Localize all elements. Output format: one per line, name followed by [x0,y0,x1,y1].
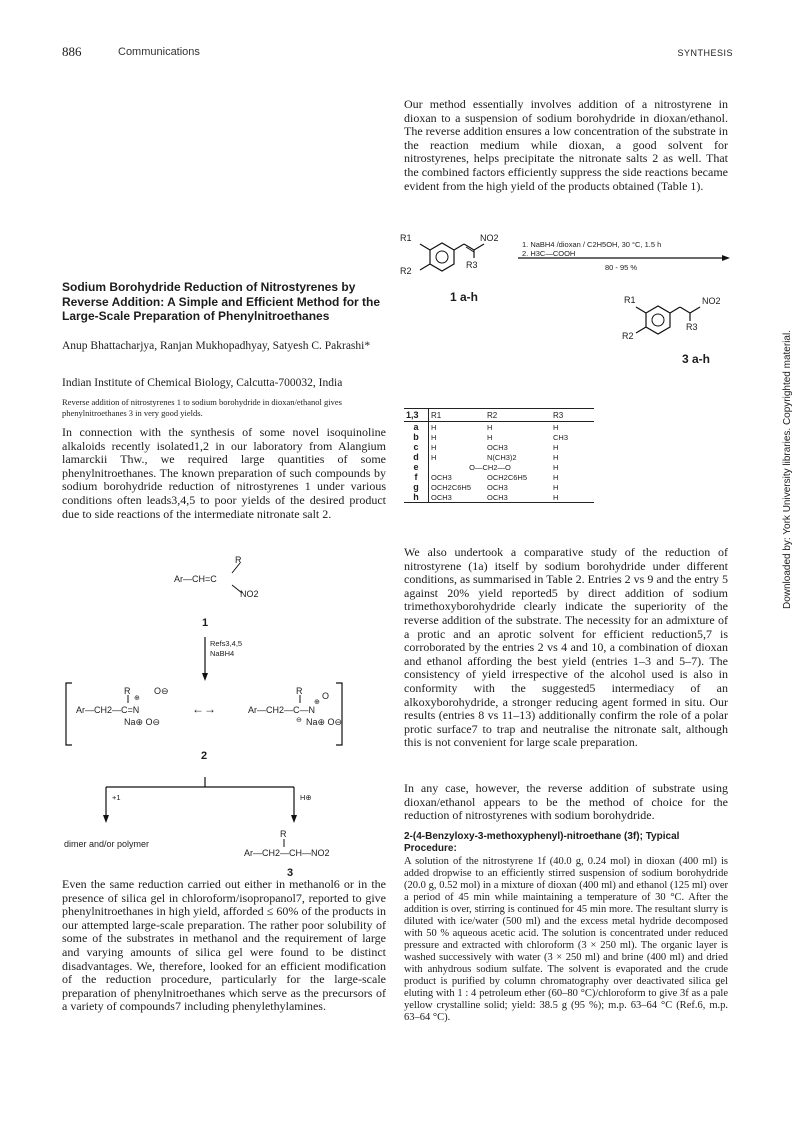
table-cell: b [404,432,429,442]
table-cell: CH3 [553,432,569,442]
resonance-left-r: R [124,686,131,696]
condition-step-1: 1. NaBH4 /dioxan / C2H5OH, 30 °C, 1.5 h [522,240,662,249]
table-cell: a [404,422,429,433]
compound-3-label: 3 a-h [682,352,711,366]
table-cell: OCH2C6H5 [431,482,472,492]
benzene-ring-start [430,243,454,271]
table-cell: OCH3 [487,482,508,492]
reaction-scheme-right [400,228,740,368]
article-title: Sodium Borohydride Reduction of Nitrostyrenes by Reverse Addition: A Simple and Efficient Method for the Large-Scale Preparation of Phenylnitroethanes [62,280,381,323]
resonance-left-na: Na⊕ O⊖ [124,717,161,727]
conclusion-paragraph: In any case, however, the reverse addition of substrate using dioxan/ethanol appears to be the method of choice for the reduction of nitrostyrenes with sodium borohydride. [404,781,728,823]
intro-right-paragraph: Our method essentially involves addition of a nitrostyrene in dioxan to a suspension of sodium borohydride in dioxan/ethanol. The reverse addition ensures a low concentration of the substrate in the reaction medium while dioxan, a good solvent for nitrostyrenes, helps precipitate the nitronate salts 2 as well. That the combined factors efficiently suppress the side reactions became evident from the high yield of the products obtained (Table 1). [404,97,728,193]
resonance-right-o: O [322,691,330,701]
no2-label: NO2 [480,233,499,243]
substituent-table [404,408,594,503]
product-r3-label: R3 [686,322,698,332]
resonance-right-r: R [296,686,303,696]
table-cell: H [431,422,437,432]
table-cell: H [487,432,493,442]
compound-2-label: 2 [201,750,208,762]
comparative-study-paragraph: We also undertook a comparative study of the reduction of nitrostyrene (1a) itself by sodium borohydride under different conditions, as summarised in Table 2. Entries 2 vs 9 and the entry 5 against 20% yield reported5 by direct addition of sodium trimethoxyborohydride clearly indicate the superiority of the reverse addition of the substrate. The necessity for an admixture of a protic and an aprotic solvent for efficient reduction5,7 is corroborated by the entries 2 vs 4 and 10, a combination of dioxan and ethanol affording the best yield (entries 1–3 and 5–7). The consistency of yield irrespective of the alcohol used is also in conformity with the suggested5 intermediacy of an alkoxyborohydride, a stronger reducing agent formed in situ. Our results (entries 8 vs 11–13) additionally confirm the role of a polar protic surface7 to trap and neutralise the nitronate salt, although this is not convenient for large scale preparation. [404,545,728,750]
table-cell: OCH3 [487,492,508,502]
condition-step-2: 2. H3C—COOH [522,249,576,258]
table-cell: d [404,452,429,462]
table-row [404,472,594,482]
table-cell: OCH3 [487,442,508,452]
page-number: 886 [62,44,82,59]
table-cell: H [431,432,437,442]
table-cell: f [404,472,429,482]
table-header-row [404,409,594,422]
resonance-right-plus: ⊕ [314,699,320,706]
article-authors: Anup Bhattacharjya, Ranjan Mukhopadhyay, Satyesh C. Pakrashi* [62,340,371,352]
section-name: Communications [118,46,200,58]
download-watermark: Downloaded by: York University libraries. Copyrighted material. [782,330,793,610]
col-header-r3: R3 [551,409,594,422]
table-row [404,482,594,492]
table-cell: O—CH2—O [469,462,511,472]
resonance-left-formula: Ar—CH2—C=N [76,705,140,715]
r2-label: R2 [400,266,412,276]
table-row [404,492,594,503]
product-r1-label: R1 [624,295,636,305]
compound-1-left: 1 [202,617,209,629]
procedure-text: A solution of the nitrostyrene 1f (40.0 g, 0.24 mol) in dioxan (400 ml) is added dropwise to an efficiently stirred suspension of sodium borohydride (20.0 g, 0.52 mol) in a mixture of dioxan (400 ml) and ethanol (125 ml) over a period of 45 min while maintaining a temperature of 30 °C. After the addition is over, stirring is continued for 45 min more. The resultant slurry is diluted with ice/water (500 ml) and the excess metal hydride decomposed with 50 % aqueous acetic acid. The solution is concentrated under reduced pressure and extracted with chloroform (3 × 250 ml). The organic layer is washed successively with water (3 × 250 ml) and brine (400 ml) and dried with anhydrous sodium sulfate. The solvent is evaporated and the crude product is purified by column chromatography over deactivated silica gel eluting with 1 : 4 petroleum ether (60–80 °C)/chloroform to give 3f as a pale yellow crystalline solid; yield: 38.5 g (95 %); m.p. 63–64 °C (Ref.6, m.p. 63–64 °C). [404,856,728,1023]
col-header-r1: R1 [429,409,486,422]
compound-3-left: 3 [287,867,294,879]
reaction-scheme-left [62,555,384,858]
table-cell: H [553,462,559,472]
table-cell: OCH3 [431,472,452,482]
resonance-right-minus: ⊖ [296,717,302,724]
product-r2-label: R2 [622,331,634,341]
resonance-arrow: ←→ [192,702,216,716]
table-cell: OCH2C6H5 [487,472,528,482]
table-cell: h [404,492,429,503]
r1-label: R1 [400,233,412,243]
resonance-right-na: Na⊕ O⊖ [306,717,343,727]
table-cell: OCH3 [431,492,452,502]
table-cell: H [431,442,437,452]
article-abstract: Reverse addition of nitrostyrenes 1 to sodium borohydride in dioxan/ethanol gives phenylnitroethanes 3 in very good yields. [62,397,342,418]
table-cell: g [404,482,429,492]
benzene-ring-product [646,306,670,334]
table-cell: H [553,422,559,432]
col-header-compound: 1,3 [404,409,429,422]
product-no2-label: NO2 [702,296,721,306]
r3-label: R3 [466,260,478,270]
product-r-label: R [280,829,287,839]
compound-1-label: 1 a-h [450,290,479,304]
table-row [404,462,594,472]
resonance-left-o: O⊖ [154,686,169,696]
table-cell: H [553,472,559,482]
yield-range: 80 - 95 % [605,263,638,272]
r-label: R [235,555,242,565]
h-plus-label: H⊕ [300,793,312,802]
table-cell: H [553,452,559,462]
bracket-right [336,683,342,745]
journal-name: SYNTHESIS [677,48,733,58]
no2-label-left: NO2 [240,589,259,599]
table-cell: H [553,492,559,502]
dimer-label: dimer and/or polymer [64,839,150,849]
table-row [404,422,594,433]
table-row [404,442,594,452]
resonance-left-plus: ⊕ [134,695,140,702]
table-row [404,432,594,442]
intro-left-paragraph: In connection with the synthesis of some novel isoquinoline alkaloids recently isolated1,2 in our laboratory from Alangium lamarckii Thw., we required large quantities of some phenylnitroethanes. The known preparation of such compounds by sodium borohydride reduction of nitrostyrenes 1 under various conditions often leads3,4,5 to poor yields of the desired product due to side reactions of the intermediate nitronate salt 2. [62,425,386,521]
table-cell: H [553,442,559,452]
table-cell: H [431,452,437,462]
bracket-left [66,683,72,745]
table-row [404,452,594,462]
nitrostyrene-formula: Ar—CH=C [174,574,217,584]
table-cell: N(CH3)2 [487,452,517,462]
phenylnitroethane-formula: Ar—CH2—CH—NO2 [244,848,330,858]
table-cell: H [487,422,493,432]
table-cell: c [404,442,429,452]
table-cell: e [404,462,429,472]
refs-label: Refs3,4,5 [210,639,243,648]
table-cell: H [553,482,559,492]
plus1-label: +1 [112,793,121,802]
aromatic-circle [436,251,448,263]
col-header-r2: R2 [485,409,551,422]
procedure-title: 2-(4-Benzyloxy-3-methoxyphenyl)-nitroethane (3f); Typical Procedure: [404,831,680,854]
resonance-right-formula: Ar—CH2—C—N [248,705,316,715]
nabh4-label: NaBH4 [210,649,235,658]
left-bottom-paragraph: Even the same reduction carried out either in methanol6 or in the presence of silica gel in chloroform/isopropanol7, reported to give phenylnitroethanes in high yield, afforded ≤ 60% of the products in our attempted large-scale preparation. The rather poor solubility of some of the substrates in methanol and the requirement of large and varying amounts of silica gel were found to be distinct disadvantages. We, therefore, looked for an efficient modification of the reduction procedure, particularly for the large-scale preparation of phenylnitroethanes which serve as the precursors of a variety of compounds7 including phenylethylamines. [62,877,386,1014]
article-affiliation: Indian Institute of Chemical Biology, Calcutta-700032, India [62,377,343,389]
